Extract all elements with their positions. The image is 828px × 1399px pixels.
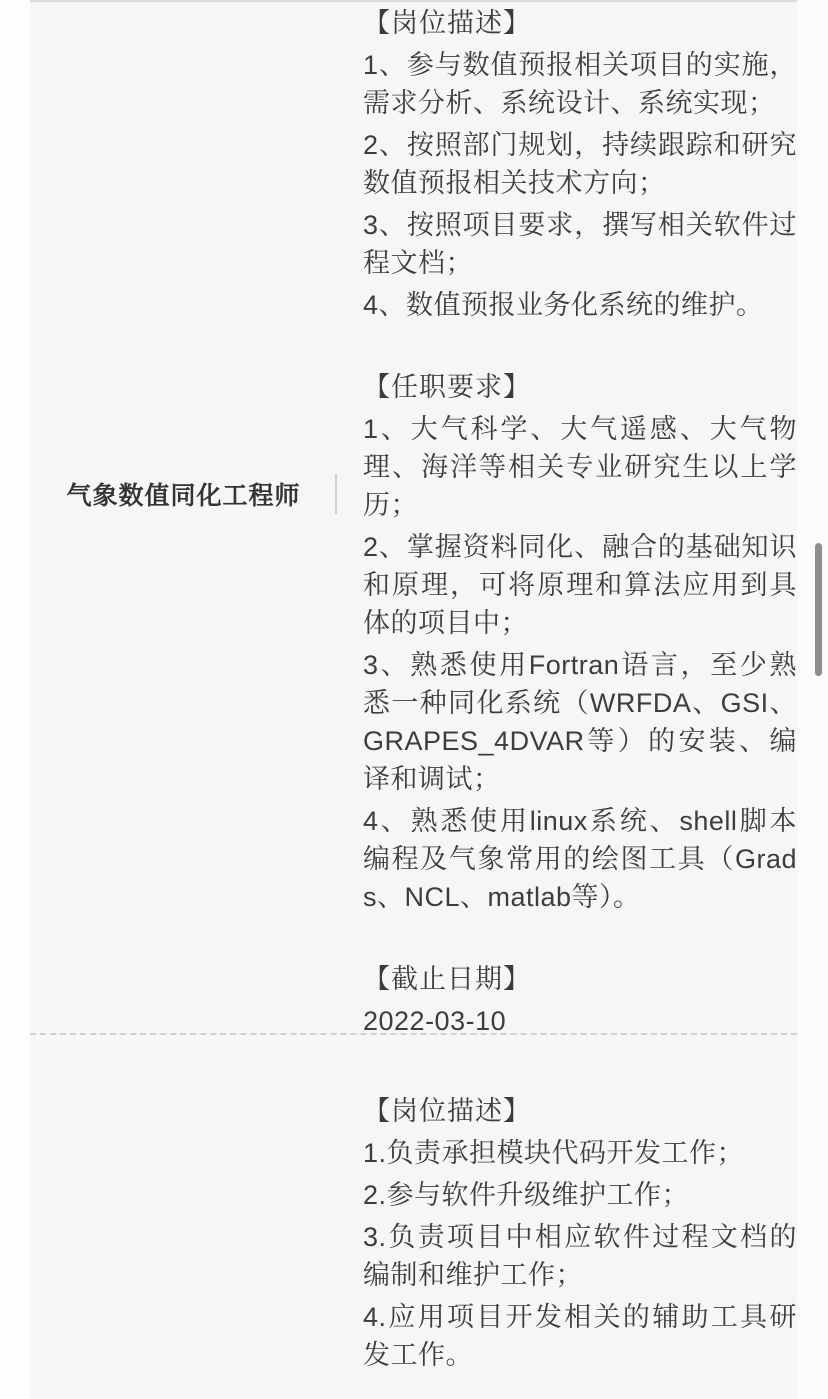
job-detail-paragraph: 2、掌握资料同化、融合的基础知识和原理，可将原理和算法应用到具体的项目中； xyxy=(363,532,797,638)
job-title-cell xyxy=(30,1035,337,1399)
scrollbar-thumb[interactable] xyxy=(815,543,822,676)
job-detail-paragraph: 1.负责承担模块代码开发工作； xyxy=(363,1138,745,1168)
job-detail-paragraph: 3.负责项目中相应软件过程文档的编制和维护工作； xyxy=(363,1222,797,1290)
job-detail-paragraph: 2.参与软件升级维护工作； xyxy=(363,1180,690,1210)
job-details xyxy=(337,1035,797,1399)
job-detail-paragraph: 1、参与数值预报相关项目的实施，需求分析、系统设计、系统实现； xyxy=(363,50,797,118)
section-heading: 【岗位描述】 xyxy=(363,8,531,38)
job-row xyxy=(30,2,797,1035)
job-detail-paragraph: 2022-03-10 xyxy=(363,1006,507,1036)
right-margin-strip xyxy=(797,0,828,1399)
job-row xyxy=(30,1035,797,1399)
job-detail-paragraph: 3、熟悉使用Fortran语言，至少熟悉一种同化系统（WRFDA、GSI、GRAPES_4DVAR等）的安装、编译和调试； xyxy=(363,650,797,794)
job-title-cell xyxy=(30,2,337,1033)
job-rows xyxy=(30,2,797,1399)
job-detail-paragraph: 4、熟悉使用linux系统、shell脚本编程及气象常用的绘图工具（Grads、NCL、matlab等）。 xyxy=(363,806,797,912)
job-detail-paragraph: 4、数值预报业务化系统的维护。 xyxy=(363,290,764,320)
job-detail-paragraph: 3、按照项目要求，撰写相关软件过程文档； xyxy=(363,210,797,278)
section-heading: 【任职要求】 xyxy=(363,372,531,402)
left-margin-strip xyxy=(0,0,30,1399)
section-heading: 【岗位描述】 xyxy=(363,1096,531,1126)
job-table xyxy=(30,0,797,1399)
job-detail-paragraph: 2、按照部门规划，持续跟踪和研究数值预报相关技术方向； xyxy=(363,130,797,198)
job-detail-paragraph: 1、大气科学、大气遥感、大气物理、海洋等相关专业研究生以上学历； xyxy=(363,414,797,520)
job-detail-paragraph: 4.应用项目开发相关的辅助工具研发工作。 xyxy=(363,1302,797,1370)
job-details xyxy=(337,2,797,1036)
title-divider xyxy=(335,474,337,514)
section-heading: 【截止日期】 xyxy=(363,964,531,994)
job-title: 气象数值同化工程师 xyxy=(66,481,301,510)
